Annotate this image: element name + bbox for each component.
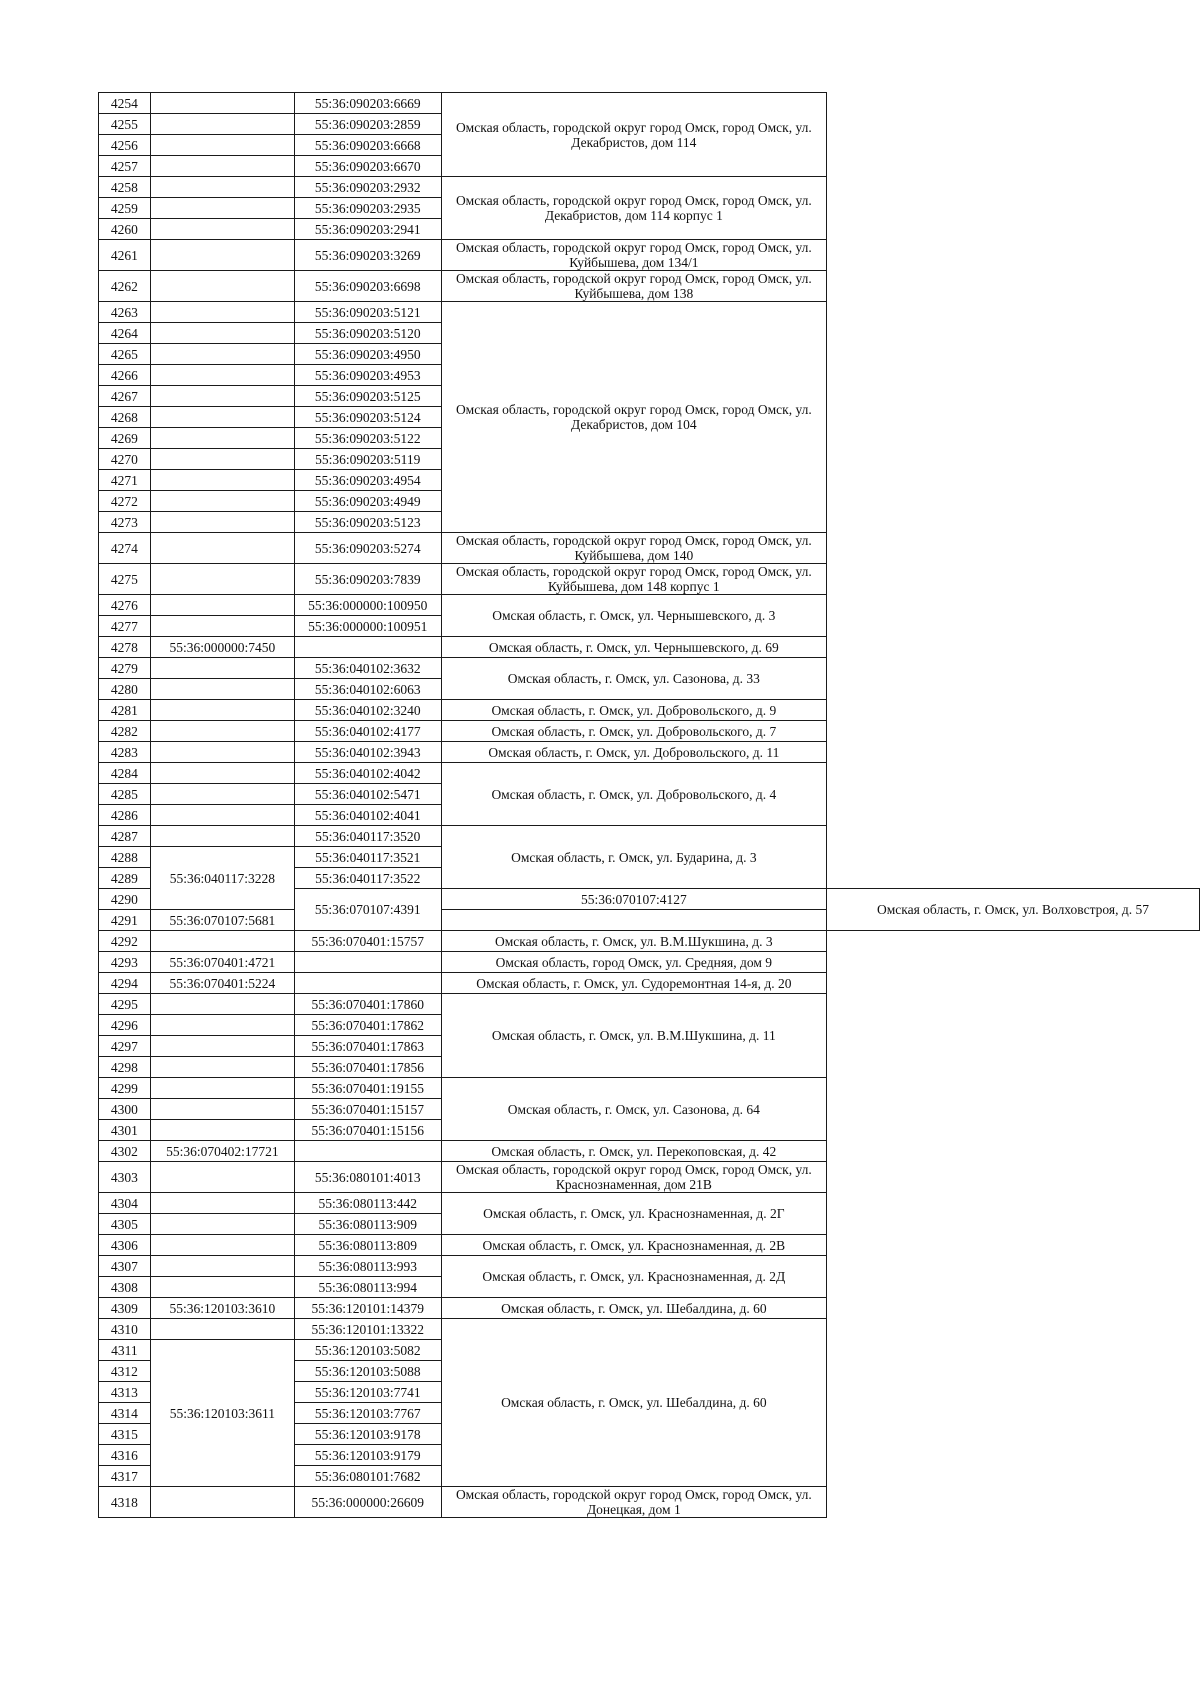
table-row	[99, 1298, 1200, 1319]
row-number: 4255	[99, 114, 151, 135]
row-number: 4290	[99, 889, 151, 910]
row-number: 4286	[99, 805, 151, 826]
address-cell: Омская область, г. Омск, ул. Краснознаменная, д. 2Д	[441, 1256, 826, 1298]
address-cell: Омская область, г. Омск, ул. В.М.Шукшина, д. 11	[441, 994, 826, 1078]
cadastral-number: 55:36:090203:2941	[294, 219, 441, 240]
cadastral-number: 55:36:080113:809	[294, 1235, 441, 1256]
row-number: 4270	[99, 449, 151, 470]
cadastral-number: 55:36:090203:2859	[294, 114, 441, 135]
row-number: 4264	[99, 323, 151, 344]
address-cell: Омская область, городской округ город Омск, город Омск, ул. Краснознаменная, дом 21В	[441, 1162, 826, 1193]
cadastral-number: 55:36:120103:9178	[294, 1424, 441, 1445]
cadastral-number: 55:36:080113:909	[294, 1214, 441, 1235]
address-cell: Омская область, городской округ город Омск, город Омск, ул. Донецкая, дом 1	[441, 1487, 826, 1518]
row-number: 4277	[99, 616, 151, 637]
cadastral-number: 55:36:040102:3240	[294, 700, 441, 721]
table-row	[99, 931, 1200, 952]
row-number: 4284	[99, 763, 151, 784]
table-row	[99, 721, 1200, 742]
table-row	[99, 240, 1200, 271]
parent-cadastral-number	[150, 135, 294, 156]
row-number: 4280	[99, 679, 151, 700]
table-row	[99, 533, 1200, 564]
row-number: 4278	[99, 637, 151, 658]
register-body	[99, 93, 1200, 1518]
row-number: 4302	[99, 1141, 151, 1162]
cadastral-number: 55:36:090203:6668	[294, 135, 441, 156]
cadastral-number: 55:36:080113:442	[294, 1193, 441, 1214]
table-row	[99, 1141, 1200, 1162]
table-row	[99, 1487, 1200, 1518]
address-cell: Омская область, городской округ город Омск, город Омск, ул. Куйбышева, дом 140	[441, 533, 826, 564]
row-number: 4279	[99, 658, 151, 679]
table-row	[99, 700, 1200, 721]
parent-cadastral-number	[150, 198, 294, 219]
cadastral-number: 55:36:070401:15757	[294, 931, 441, 952]
cadastral-number: 55:36:090203:4953	[294, 365, 441, 386]
row-number: 4269	[99, 428, 151, 449]
cadastral-number	[294, 952, 441, 973]
row-number: 4259	[99, 198, 151, 219]
row-number: 4271	[99, 470, 151, 491]
row-number: 4318	[99, 1487, 151, 1518]
row-number: 4293	[99, 952, 151, 973]
row-number: 4261	[99, 240, 151, 271]
cadastral-number	[294, 1141, 441, 1162]
table-row	[99, 637, 1200, 658]
address-cell: Омская область, г. Омск, ул. Шебалдина, д. 60	[441, 1298, 826, 1319]
parent-cadastral-number	[150, 595, 294, 616]
cadastral-number: 55:36:040102:4177	[294, 721, 441, 742]
parent-cadastral-number	[150, 344, 294, 365]
cadastral-number: 55:36:040102:3943	[294, 742, 441, 763]
parent-cadastral-number	[150, 177, 294, 198]
parent-cadastral-number: 55:36:070401:5224	[150, 973, 294, 994]
parent-cadastral-number	[150, 616, 294, 637]
cadastral-number: 55:36:090203:6698	[294, 271, 441, 302]
parent-cadastral-number	[150, 994, 294, 1015]
row-number: 4282	[99, 721, 151, 742]
address-cell: Омская область, городской округ город Омск, город Омск, ул. Куйбышева, дом 134/1	[441, 240, 826, 271]
row-number: 4306	[99, 1235, 151, 1256]
parent-cadastral-number	[150, 721, 294, 742]
cadastral-number: 55:36:090203:3269	[294, 240, 441, 271]
row-number: 4317	[99, 1466, 151, 1487]
parent-cadastral-number	[150, 784, 294, 805]
row-number: 4292	[99, 931, 151, 952]
row-number: 4272	[99, 491, 151, 512]
row-number: 4289	[99, 868, 151, 889]
cadastral-number: 55:36:080101:7682	[294, 1466, 441, 1487]
row-number: 4310	[99, 1319, 151, 1340]
table-row	[99, 302, 1200, 323]
parent-cadastral-number	[150, 491, 294, 512]
table-row	[99, 763, 1200, 784]
parent-cadastral-number	[150, 742, 294, 763]
parent-cadastral-number	[150, 1078, 294, 1099]
parent-cadastral-number	[150, 1057, 294, 1078]
cadastral-number: 55:36:000000:100951	[294, 616, 441, 637]
table-row	[99, 93, 1200, 114]
address-cell: Омская область, г. Омск, ул. Краснознаменная, д. 2Г	[441, 1193, 826, 1235]
row-number: 4258	[99, 177, 151, 198]
address-cell: Омская область, городской округ город Омск, город Омск, ул. Декабристов, дом 104	[441, 302, 826, 533]
row-number: 4265	[99, 344, 151, 365]
row-number: 4257	[99, 156, 151, 177]
parent-cadastral-number	[150, 679, 294, 700]
parent-cadastral-number	[150, 114, 294, 135]
row-number: 4312	[99, 1361, 151, 1382]
table-row	[99, 271, 1200, 302]
address-cell: Омская область, г. Омск, ул. Добровольского, д. 4	[441, 763, 826, 826]
address-cell: Омская область, г. Омск, ул. Добровольского, д. 9	[441, 700, 826, 721]
cadastral-number: 55:36:070401:17863	[294, 1036, 441, 1057]
row-number: 4267	[99, 386, 151, 407]
parent-cadastral-number	[150, 219, 294, 240]
parent-cadastral-number	[150, 386, 294, 407]
row-number: 4295	[99, 994, 151, 1015]
parent-cadastral-number: 55:36:040117:3228	[150, 847, 294, 910]
cadastral-number: 55:36:070401:17862	[294, 1015, 441, 1036]
row-number: 4262	[99, 271, 151, 302]
parent-cadastral-number	[150, 1277, 294, 1298]
table-row	[99, 1256, 1200, 1277]
cadastral-number: 55:36:000000:100950	[294, 595, 441, 616]
parent-cadastral-number	[150, 323, 294, 344]
cadastral-number: 55:36:120103:5082	[294, 1340, 441, 1361]
cadastral-number: 55:36:070401:15157	[294, 1099, 441, 1120]
cadastral-number: 55:36:080113:993	[294, 1256, 441, 1277]
row-number: 4304	[99, 1193, 151, 1214]
cadastral-number: 55:36:120103:7741	[294, 1382, 441, 1403]
parent-cadastral-number: 55:36:120103:3611	[150, 1340, 294, 1487]
parent-cadastral-number	[150, 1015, 294, 1036]
table-row	[99, 994, 1200, 1015]
parent-cadastral-number	[150, 763, 294, 784]
parent-cadastral-number	[150, 533, 294, 564]
cadastral-number: 55:36:120101:13322	[294, 1319, 441, 1340]
row-number: 4308	[99, 1277, 151, 1298]
cadastral-number: 55:36:090203:5122	[294, 428, 441, 449]
parent-cadastral-number	[150, 1162, 294, 1193]
row-number: 4307	[99, 1256, 151, 1277]
parent-cadastral-number	[150, 1487, 294, 1518]
parent-cadastral-number	[150, 449, 294, 470]
table-row	[99, 952, 1200, 973]
table-row	[99, 826, 1200, 847]
table-row	[99, 595, 1200, 616]
parent-cadastral-number	[150, 407, 294, 428]
row-number: 4299	[99, 1078, 151, 1099]
address-cell: Омская область, г. Омск, ул. Перекоповская, д. 42	[441, 1141, 826, 1162]
row-number: 4296	[99, 1015, 151, 1036]
cadastral-number: 55:36:000000:26609	[294, 1487, 441, 1518]
cadastral-number: 55:36:090203:6670	[294, 156, 441, 177]
parent-cadastral-number	[150, 271, 294, 302]
row-number: 4260	[99, 219, 151, 240]
cadastral-number: 55:36:040102:4042	[294, 763, 441, 784]
table-row	[99, 658, 1200, 679]
address-cell: Омская область, городской округ город Омск, город Омск, ул. Декабристов, дом 114	[441, 93, 826, 177]
table-row	[99, 742, 1200, 763]
cadastral-number: 55:36:070107:5681	[150, 910, 294, 931]
cadastral-number: 55:36:090203:5123	[294, 512, 441, 533]
parent-cadastral-number	[150, 240, 294, 271]
row-number: 4297	[99, 1036, 151, 1057]
cadastral-number: 55:36:040117:3521	[294, 847, 441, 868]
cadastral-number: 55:36:070401:15156	[294, 1120, 441, 1141]
land-register-table	[98, 92, 1200, 1518]
cadastral-number: 55:36:120103:5088	[294, 1361, 441, 1382]
row-number: 4294	[99, 973, 151, 994]
parent-cadastral-number	[150, 1214, 294, 1235]
parent-cadastral-number	[150, 564, 294, 595]
cadastral-number: 55:36:090203:2932	[294, 177, 441, 198]
parent-cadastral-number	[150, 1099, 294, 1120]
parent-cadastral-number	[150, 700, 294, 721]
cadastral-number: 55:36:090203:5124	[294, 407, 441, 428]
cadastral-number: 55:36:090203:7839	[294, 564, 441, 595]
parent-cadastral-number: 55:36:070107:4391	[294, 889, 441, 931]
parent-cadastral-number	[150, 805, 294, 826]
parent-cadastral-number	[150, 365, 294, 386]
parent-cadastral-number: 55:36:070401:4721	[150, 952, 294, 973]
row-number: 4273	[99, 512, 151, 533]
row-number: 4263	[99, 302, 151, 323]
table-row	[99, 1162, 1200, 1193]
table-row	[99, 177, 1200, 198]
parent-cadastral-number	[150, 512, 294, 533]
row-number: 4268	[99, 407, 151, 428]
parent-cadastral-number: 55:36:070402:17721	[150, 1141, 294, 1162]
cadastral-number: 55:36:040102:6063	[294, 679, 441, 700]
cadastral-number: 55:36:090203:5121	[294, 302, 441, 323]
row-number: 4300	[99, 1099, 151, 1120]
parent-cadastral-number	[150, 826, 294, 847]
cadastral-number: 55:36:090203:5125	[294, 386, 441, 407]
table-row	[99, 1319, 1200, 1340]
row-number: 4287	[99, 826, 151, 847]
cadastral-number: 55:36:090203:5119	[294, 449, 441, 470]
cadastral-number: 55:36:070107:4127	[441, 889, 826, 910]
parent-cadastral-number	[150, 428, 294, 449]
address-cell: Омская область, г. Омск, ул. В.М.Шукшина, д. 3	[441, 931, 826, 952]
row-number: 4313	[99, 1382, 151, 1403]
cadastral-number: 55:36:070401:19155	[294, 1078, 441, 1099]
parent-cadastral-number	[150, 1036, 294, 1057]
cadastral-number: 55:36:070401:17856	[294, 1057, 441, 1078]
parent-cadastral-number	[150, 1235, 294, 1256]
cadastral-number	[294, 973, 441, 994]
cadastral-number: 55:36:090203:4950	[294, 344, 441, 365]
address-cell: Омская область, г. Омск, ул. Бударина, д. 3	[441, 826, 826, 889]
parent-cadastral-number	[150, 1319, 294, 1340]
table-row	[99, 973, 1200, 994]
parent-cadastral-number	[150, 1256, 294, 1277]
table-row	[99, 564, 1200, 595]
table-row	[99, 1078, 1200, 1099]
cadastral-number: 55:36:090203:4949	[294, 491, 441, 512]
cadastral-number: 55:36:090203:5274	[294, 533, 441, 564]
parent-cadastral-number	[150, 1193, 294, 1214]
table-row	[99, 1193, 1200, 1214]
address-cell: Омская область, город Омск, ул. Средняя, дом 9	[441, 952, 826, 973]
cadastral-number: 55:36:070401:17860	[294, 994, 441, 1015]
row-number: 4254	[99, 93, 151, 114]
cadastral-number: 55:36:040102:4041	[294, 805, 441, 826]
address-cell: Омская область, г. Омск, ул. Волховстроя, д. 57	[826, 889, 1199, 931]
cadastral-number: 55:36:120103:7767	[294, 1403, 441, 1424]
row-number: 4276	[99, 595, 151, 616]
address-cell: Омская область, г. Омск, ул. Добровольского, д. 7	[441, 721, 826, 742]
cadastral-number: 55:36:090203:6669	[294, 93, 441, 114]
cadastral-number: 55:36:080101:4013	[294, 1162, 441, 1193]
row-number: 4316	[99, 1445, 151, 1466]
address-cell: Омская область, г. Омск, ул. Чернышевского, д. 3	[441, 595, 826, 637]
cadastral-number: 55:36:090203:4954	[294, 470, 441, 491]
parent-cadastral-number	[150, 302, 294, 323]
row-number: 4301	[99, 1120, 151, 1141]
cadastral-number: 55:36:120103:9179	[294, 1445, 441, 1466]
row-number: 4303	[99, 1162, 151, 1193]
table-row	[99, 1235, 1200, 1256]
row-number: 4314	[99, 1403, 151, 1424]
cadastral-number: 55:36:090203:2935	[294, 198, 441, 219]
row-number: 4274	[99, 533, 151, 564]
address-cell: Омская область, городской округ город Омск, город Омск, ул. Декабристов, дом 114 корпус 1	[441, 177, 826, 240]
cadastral-number: 55:36:040102:5471	[294, 784, 441, 805]
parent-cadastral-number	[150, 658, 294, 679]
row-number: 4291	[99, 910, 151, 931]
cadastral-number: 55:36:090203:5120	[294, 323, 441, 344]
address-cell: Омская область, городской округ город Омск, город Омск, ул. Куйбышева, дом 138	[441, 271, 826, 302]
address-cell: Омская область, г. Омск, ул. Шебалдина, д. 60	[441, 1319, 826, 1487]
row-number: 4281	[99, 700, 151, 721]
row-number: 4309	[99, 1298, 151, 1319]
address-cell: Омская область, г. Омск, ул. Сазонова, д. 64	[441, 1078, 826, 1141]
address-cell: Омская область, г. Омск, ул. Добровольского, д. 11	[441, 742, 826, 763]
address-cell: Омская область, г. Омск, ул. Краснознаменная, д. 2В	[441, 1235, 826, 1256]
row-number: 4283	[99, 742, 151, 763]
parent-cadastral-number	[150, 93, 294, 114]
cadastral-number: 55:36:040117:3520	[294, 826, 441, 847]
cadastral-number: 55:36:040117:3522	[294, 868, 441, 889]
address-cell: Омская область, городской округ город Омск, город Омск, ул. Куйбышева, дом 148 корпус 1	[441, 564, 826, 595]
cadastral-number: 55:36:080113:994	[294, 1277, 441, 1298]
row-number: 4305	[99, 1214, 151, 1235]
row-number: 4285	[99, 784, 151, 805]
parent-cadastral-number	[150, 931, 294, 952]
parent-cadastral-number	[150, 156, 294, 177]
address-cell: Омская область, г. Омск, ул. Чернышевского, д. 69	[441, 637, 826, 658]
row-number: 4288	[99, 847, 151, 868]
parent-cadastral-number: 55:36:120103:3610	[150, 1298, 294, 1319]
row-number: 4311	[99, 1340, 151, 1361]
row-number: 4266	[99, 365, 151, 386]
row-number: 4256	[99, 135, 151, 156]
row-number: 4298	[99, 1057, 151, 1078]
cadastral-number	[294, 637, 441, 658]
cadastral-number: 55:36:040102:3632	[294, 658, 441, 679]
address-cell: Омская область, г. Омск, ул. Судоремонтная 14-я, д. 20	[441, 973, 826, 994]
parent-cadastral-number	[150, 1120, 294, 1141]
address-cell: Омская область, г. Омск, ул. Сазонова, д. 33	[441, 658, 826, 700]
row-number: 4315	[99, 1424, 151, 1445]
row-number: 4275	[99, 564, 151, 595]
parent-cadastral-number: 55:36:000000:7450	[150, 637, 294, 658]
parent-cadastral-number	[150, 470, 294, 491]
cadastral-number: 55:36:120101:14379	[294, 1298, 441, 1319]
